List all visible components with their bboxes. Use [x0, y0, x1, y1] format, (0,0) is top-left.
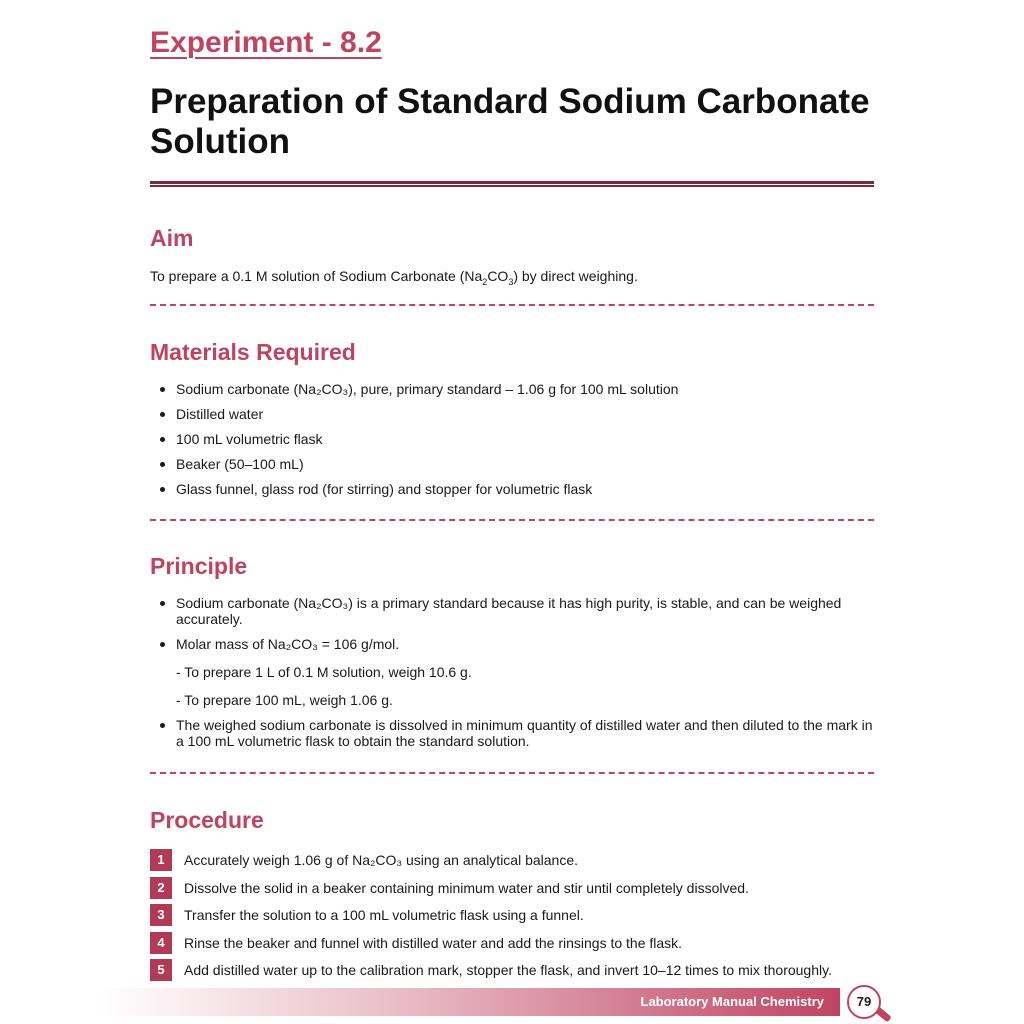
- section-divider: [150, 304, 874, 306]
- materials-section: [150, 338, 874, 497]
- procedure-heading: Procedure: [150, 807, 264, 833]
- procedure-step: [150, 932, 874, 954]
- page-title: Preparation of Standard Sodium Carbonate Solution: [150, 82, 870, 161]
- section-divider: [150, 772, 874, 774]
- list-item: 100 mL volumetric flask: [150, 431, 874, 447]
- aim-text: To prepare a 0.1 M solution of Sodium Carbonate $(Na_2CO_3)$ by direct weighing.: [150, 268, 638, 287]
- bullet-icon: [160, 723, 165, 728]
- step-text: Rinse the beaker and funnel with distilled water and add the rinsings to the flask.: [184, 934, 683, 951]
- procedure-step: [150, 849, 874, 871]
- step-text: Add distilled water up to the calibration mark, stopper the flask, and invert 10–12 times to mix thoroughly.: [184, 962, 832, 978]
- section-divider: [150, 519, 874, 521]
- page-number: 79: [847, 985, 881, 1019]
- materials-list: [150, 381, 874, 497]
- step-number-badge: 5: [150, 959, 172, 981]
- bullet-icon: [160, 412, 165, 417]
- list-item: Molar mass of Na₂CO₃ = 106 g/mol.: [150, 636, 874, 652]
- bullet-icon: [160, 437, 165, 442]
- aim-heading: Aim: [150, 225, 194, 251]
- principle-subpoint: - To prepare 1 L of 0.1 M solution, weigh 10.6 g.: [176, 664, 472, 680]
- footer-book-title: Laboratory Manual Chemistry: [640, 994, 824, 1009]
- materials-heading: Materials Required: [150, 339, 356, 365]
- list-item: Distilled water: [150, 406, 874, 422]
- bullet-icon: [160, 462, 165, 467]
- list-item: Sodium carbonate (Na₂CO₃), pure, primary standard – 1.06 g for 100 mL solution: [150, 381, 874, 397]
- principle-list: [150, 717, 874, 749]
- experiment-number: Experiment - 8.2: [150, 26, 382, 59]
- procedure-section: [150, 806, 874, 987]
- step-number-badge: 1: [150, 849, 172, 871]
- bullet-icon: [160, 487, 165, 492]
- principle-section: [150, 552, 874, 749]
- list-item: Beaker (50–100 mL): [150, 456, 874, 472]
- procedure-step: [150, 877, 874, 899]
- procedure-steps: [150, 849, 874, 981]
- aim-section: [150, 224, 874, 292]
- step-text: Accurately weigh 1.06 g of Na₂CO₃ using an analytical balance.: [184, 852, 579, 868]
- step-number-badge: 4: [150, 932, 172, 954]
- bullet-icon: [160, 601, 165, 606]
- principle-list: [150, 595, 874, 652]
- list-item: Glass funnel, glass rod (for stirring) and stopper for volumetric flask: [150, 481, 874, 497]
- step-number-badge: 2: [150, 877, 172, 899]
- title-divider: [150, 181, 874, 187]
- principle-heading: Principle: [150, 553, 248, 579]
- principle-subpoint: - To prepare 100 mL, weigh 1.06 g.: [176, 692, 393, 708]
- procedure-step: [150, 959, 874, 981]
- procedure-step: [150, 904, 874, 926]
- step-text: Transfer the solution to a 100 mL volumetric flask using a funnel.: [184, 907, 584, 923]
- bullet-icon: [160, 642, 165, 647]
- step-text: Dissolve the solid in a beaker containing minimum water and stir until completely dissolved.: [184, 879, 749, 896]
- step-number-badge: 3: [150, 904, 172, 926]
- list-item: Sodium carbonate (Na₂CO₃) is a primary standard because it has high purity, is stable, and can be weighed accurately.: [150, 595, 874, 627]
- bullet-icon: [160, 387, 165, 392]
- list-item: The weighed sodium carbonate is dissolved in minimum quantity of distilled water and then diluted to the mark in a 100 mL volumetric flask to obtain the standard solution.: [150, 717, 874, 749]
- footer-bar: [100, 988, 840, 1016]
